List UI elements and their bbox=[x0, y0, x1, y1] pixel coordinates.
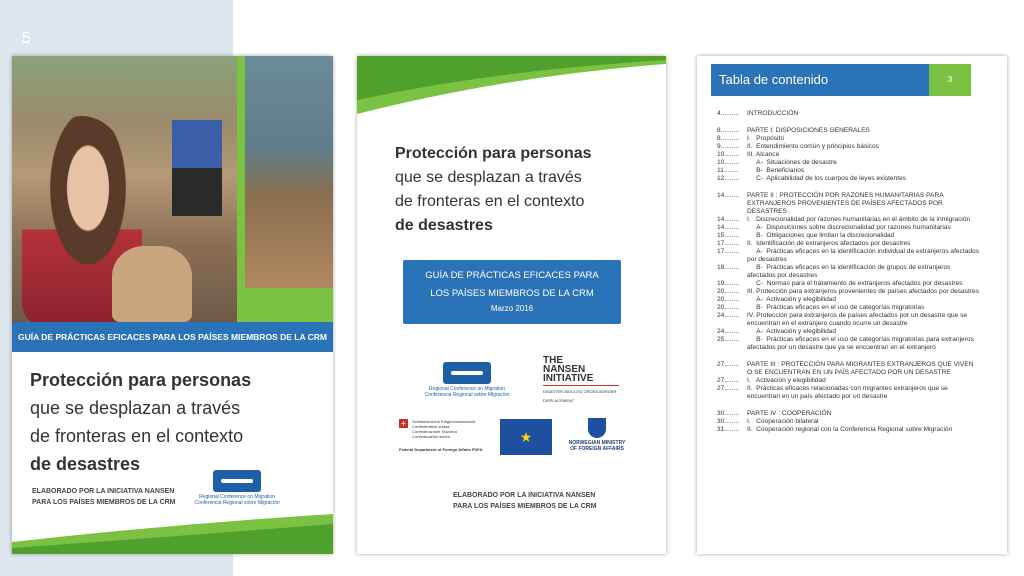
toc-entry-page: 8.......... bbox=[717, 135, 739, 142]
toc-entry-page: 12........ bbox=[717, 175, 739, 182]
publication-date: Marzo 2016 bbox=[490, 304, 534, 313]
green-swoosh-decoration bbox=[12, 514, 333, 554]
eu-flag-icon: ★ bbox=[500, 419, 552, 455]
toc-entry-title: I. Cooperación bilateral bbox=[747, 418, 819, 425]
toc-entry-title: B- Obligaciones que limitan la discrecionalidad bbox=[747, 232, 895, 239]
toc-entry-title: B- Beneficiarios bbox=[747, 167, 805, 174]
cover-title-line: de desastres bbox=[30, 454, 141, 474]
toc-entry bbox=[717, 143, 979, 151]
toc-entry bbox=[717, 385, 979, 401]
nansen-logo-text: INITIATIVE bbox=[543, 373, 594, 384]
toc-entry-page: 24........ bbox=[717, 328, 739, 335]
toc-entry-title: B- Prácticas eficaces en el uso de categorías migratorias para extranjeros afectados por un desastre que ya se encuentran en el extranjero bbox=[747, 336, 976, 351]
toc-entry-title: I. Activación y elegibilidad bbox=[747, 377, 826, 384]
toc-entry-page: 20........ bbox=[717, 288, 739, 295]
toc-entry bbox=[717, 361, 979, 377]
toc-entry-title: A- Prácticas eficaces en la identificación individual de extranjeros afectados por desastres bbox=[747, 248, 981, 263]
swiss-logo-line: Confédération suisse bbox=[412, 424, 450, 429]
toc-entry bbox=[717, 280, 979, 288]
swiss-fdfa-logo bbox=[399, 419, 491, 452]
title-line: de fronteras en el contexto bbox=[395, 193, 585, 210]
swiss-logo-line: Confederaziun svizra bbox=[412, 434, 450, 439]
title-line: que se desplazan a través bbox=[395, 169, 582, 186]
toc-entry-title: A- Situaciones de desastre bbox=[747, 159, 837, 166]
norway-logo-text: OF FOREIGN AFFAIRS bbox=[570, 446, 624, 452]
toc-entry-title: I. Discrecionalidad por razones humanitarias en el ámbito de la inmigración bbox=[747, 216, 971, 223]
toc-entry-title: B- Prácticas eficaces en la identificación de grupos de extranjeros afectados por desastres bbox=[747, 264, 953, 279]
norway-mfa-logo bbox=[561, 418, 633, 452]
toc-entry-title: A- Activación y elegibilidad bbox=[747, 296, 837, 303]
title-page-credits bbox=[453, 490, 597, 512]
toc-heading: Tabla de contenido bbox=[711, 64, 929, 96]
toc-entry bbox=[717, 336, 979, 352]
toc-entry-title: II. Entendimiento común y principios básicos bbox=[747, 143, 879, 150]
title-page bbox=[357, 56, 666, 554]
toc-entry-title: C- Normas para el tratamiento de extranjeros afectados por desastres bbox=[747, 280, 963, 287]
toc-entry-title: III. Protección para extranjeros provenientes de países afectados por desastres bbox=[747, 288, 980, 295]
cover-photo bbox=[12, 56, 333, 322]
cover-page bbox=[12, 56, 333, 554]
toc-entry bbox=[717, 248, 979, 264]
toc-entry bbox=[717, 127, 979, 135]
toc-entry bbox=[717, 175, 979, 183]
cover-title-line: de fronteras en el contexto bbox=[30, 426, 244, 446]
toc-entry-title: I. Propósito bbox=[747, 135, 785, 142]
toc-entry bbox=[717, 216, 979, 224]
toc-entry bbox=[717, 159, 979, 167]
toc-entry bbox=[717, 264, 979, 280]
toc-entry-title: III. Alcance bbox=[747, 151, 780, 158]
toc-entry bbox=[717, 192, 979, 216]
crm-logo-icon bbox=[443, 362, 491, 384]
cover-band: GUÍA DE PRÁCTICAS EFICACES PARA LOS PAÍSES MIEMBROS DE LA CRM bbox=[12, 322, 333, 352]
toc-entry-page: 30........ bbox=[717, 418, 739, 425]
swiss-flag-icon: + bbox=[399, 419, 408, 428]
toc-entry-page: 4.......... bbox=[717, 110, 739, 117]
toc-entry-page: 30........ bbox=[717, 410, 739, 417]
toc-entry-title: A- Disposiciones sobre discrecionalidad por razones humanitarias bbox=[747, 224, 951, 231]
toc-entry-page: 27........ bbox=[717, 377, 739, 384]
toc-entry bbox=[717, 151, 979, 159]
aid-workers-figure bbox=[172, 96, 222, 216]
toc-entry-title: II. Identificación de extranjeros afectados por desastres bbox=[747, 240, 911, 247]
toc-page-number: 3 bbox=[929, 64, 971, 96]
cover-title-line: que se desplazan a través bbox=[30, 398, 241, 418]
cover-title bbox=[30, 366, 251, 478]
toc-entry bbox=[717, 110, 979, 118]
toc-entry bbox=[717, 312, 979, 328]
toc-page bbox=[697, 56, 1007, 554]
crm-logo-text: Regional Conference on Migration bbox=[429, 386, 505, 392]
toc-entry bbox=[717, 288, 979, 296]
swiss-logo-line: Federal Department of Foreign Affairs FDFA bbox=[399, 447, 483, 452]
toc-entry-page: 10........ bbox=[717, 159, 739, 166]
toc-entry-page: 31........ bbox=[717, 426, 739, 433]
toc-entry-title: A- Activación y elegibilidad bbox=[747, 328, 837, 335]
crm-logo bbox=[182, 470, 292, 506]
subtitle-line: LOS PAÍSES MIEMBROS DE LA CRM bbox=[430, 288, 594, 299]
nansen-logo-subtext: DISASTER-INDUCED CROSS-BORDER DISPLACEMENT bbox=[543, 385, 619, 405]
crm-logo bbox=[407, 362, 527, 398]
nansen-logo-text: THE bbox=[543, 355, 563, 366]
title-line: de desastres bbox=[395, 217, 493, 234]
toc-entry-page: 25........ bbox=[717, 336, 739, 343]
crm-logo-icon bbox=[213, 470, 261, 492]
toc-entry-page: 14........ bbox=[717, 192, 739, 199]
toc-entry bbox=[717, 167, 979, 175]
toc-entry-page: 9.......... bbox=[717, 143, 739, 150]
toc-entry-page: 17........ bbox=[717, 248, 739, 255]
toc-entry-page: 27........ bbox=[717, 361, 739, 368]
swiss-logo-line: Schweizerische Eidgenossenschaft bbox=[412, 419, 475, 424]
crm-logo-text: Regional Conference on Migration bbox=[199, 494, 275, 500]
toc-entry bbox=[717, 224, 979, 232]
toc-entry-title: PARTE III : PROTECCIÓN PARA MIGRANTES EXTRANJEROS QUE VIVEN O SE ENCUENTRAN EN UN PAÍS AFECTADO POR UN DESASTRE bbox=[747, 361, 976, 376]
toc-entry bbox=[717, 135, 979, 143]
nansen-logo bbox=[543, 356, 619, 405]
norway-crest-icon bbox=[588, 418, 606, 438]
toc-entry bbox=[717, 240, 979, 248]
toc-entry-title: PARTE IV : COOPERACIÓN bbox=[747, 410, 832, 417]
slide-number: 5 bbox=[22, 30, 31, 47]
toc-entry-title: C- Aplicabilidad de los cuerpos de leyes existentes bbox=[747, 175, 907, 182]
credit-line: ELABORADO POR LA INICIATIVA NANSEN bbox=[453, 492, 596, 499]
toc-entry bbox=[717, 410, 979, 418]
subtitle-line: GUÍA DE PRÁCTICAS EFICACES PARA bbox=[425, 270, 599, 281]
toc-entry-page: 17........ bbox=[717, 240, 739, 247]
swiss-logo-line: Confederazione Svizzera bbox=[412, 429, 457, 434]
swiss-logo-text bbox=[412, 419, 475, 439]
credit-line: PARA LOS PAÍSES MIEMBROS DE LA CRM bbox=[453, 503, 597, 510]
toc-entry-page: 11........ bbox=[717, 167, 739, 174]
toc-entry-page: 20........ bbox=[717, 304, 739, 311]
toc-entry-title: B- Prácticas eficaces en el uso de categorías migratorias bbox=[747, 304, 925, 311]
title-page-heading bbox=[395, 142, 592, 238]
toc-entry-page: 10........ bbox=[717, 151, 739, 158]
toc-entry-page: 8.......... bbox=[717, 127, 739, 134]
toc-entry-title: PARTE I: DISPOSICIONES GENERALES bbox=[747, 127, 870, 134]
toc-entry bbox=[717, 296, 979, 304]
flood-photo bbox=[245, 56, 333, 288]
crm-logo-text: Conferencia Regional sobre Migración bbox=[194, 500, 280, 506]
toc-entry bbox=[717, 418, 979, 426]
toc-entry bbox=[717, 328, 979, 336]
green-swoosh-decoration bbox=[357, 56, 666, 116]
toc-entry-page: 14........ bbox=[717, 224, 739, 231]
toc-entry bbox=[717, 426, 979, 434]
toc-entry-page: 20........ bbox=[717, 296, 739, 303]
credit-line: ELABORADO POR LA INICIATIVA NANSEN bbox=[32, 488, 175, 495]
toc-entry-page: 18........ bbox=[717, 264, 739, 271]
credit-line: PARA LOS PAÍSES MIEMBROS DE LA CRM bbox=[32, 499, 176, 506]
title-line: Protección para personas bbox=[395, 145, 592, 162]
blanket-figure bbox=[112, 246, 192, 322]
toc-entry-page: 27........ bbox=[717, 385, 739, 392]
guide-subtitle-box bbox=[403, 260, 621, 324]
toc-entry-title: INTRODUCCIÓN bbox=[747, 110, 799, 117]
toc-entry-title: IV. Protección para extranjeros de países afectados por un desastre que se encuentran en el extranjero cuando ocurre un desastre bbox=[747, 312, 969, 327]
cover-credits bbox=[32, 486, 176, 508]
nansen-logo-text: NANSEN bbox=[543, 364, 586, 375]
norway-logo-text: NORWEGIAN MINISTRY bbox=[568, 440, 626, 446]
crm-logo-text: Conferencia Regional sobre Migración bbox=[424, 392, 510, 398]
toc-entry-page: 24........ bbox=[717, 312, 739, 319]
toc-entry bbox=[717, 304, 979, 312]
toc-entry bbox=[717, 377, 979, 385]
toc-list bbox=[717, 110, 979, 434]
toc-entry-page: 14........ bbox=[717, 216, 739, 223]
toc-entry-title: PARTE II : PROTECCIÓN POR RAZONES HUMANITARIAS PARA EXTRANJEROS PROVENIENTES DE PAÍSES AFECTADOS POR DESASTRES bbox=[747, 192, 946, 215]
toc-entry-page: 15........ bbox=[717, 232, 739, 239]
toc-entry-title: II. Cooperación regional con la Conferencia Regional sobre Migración bbox=[747, 426, 953, 433]
toc-entry bbox=[717, 232, 979, 240]
toc-entry-title: II. Prácticas eficaces relacionadas con migrantes extranjeros que se encuentran en un país afectado por un desastre bbox=[747, 385, 950, 400]
cover-title-line: Protección para personas bbox=[30, 370, 252, 390]
toc-entry-page: 19........ bbox=[717, 280, 739, 287]
